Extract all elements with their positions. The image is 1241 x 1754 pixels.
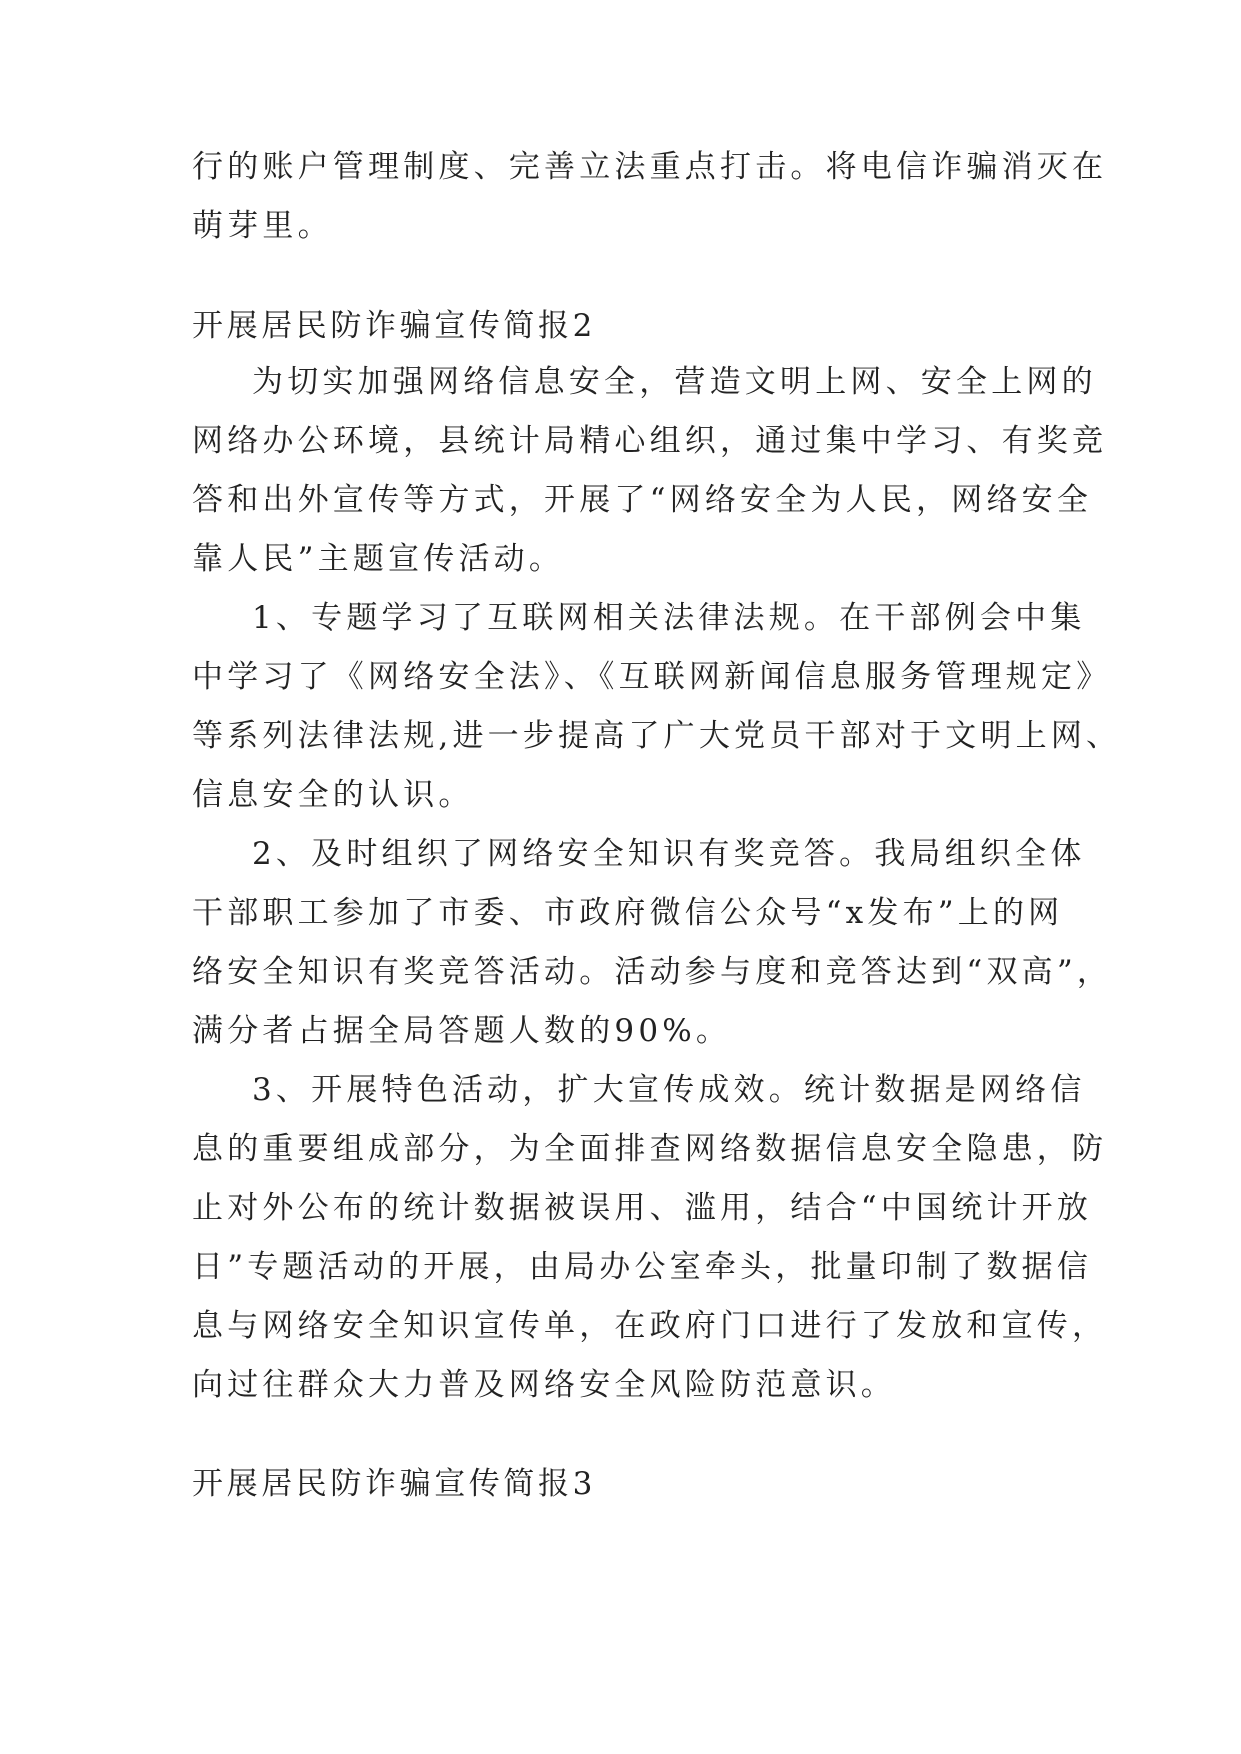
paragraph-line: 信息安全的认识。: [192, 777, 474, 813]
paragraph-line: 止对外公布的统计数据被误用、滥用，结合“中国统计开放: [192, 1190, 1093, 1226]
paragraph-line: 3、开展特色活动，扩大宣传成效。统计数据是网络信: [252, 1072, 1086, 1108]
paragraph-line: 向过往群众大力普及网络安全风险防范意识。: [192, 1367, 896, 1403]
paragraph-line: 答和出外宣传等方式，开展了“网络安全为人民，网络安全: [192, 482, 1093, 518]
intro-line-2: 萌芽里。: [192, 208, 333, 244]
paragraph-line: 2、及时组织了网络安全知识有奖竞答。我局组织全体: [252, 836, 1086, 872]
paragraph-line: 息的重要组成部分，为全面排查网络数据信息安全隐患，防: [192, 1131, 1108, 1167]
paragraph-line: 干部职工参加了市委、市政府微信公众号“x发布”上的网: [192, 895, 1064, 931]
section-heading-3: 开展居民防诈骗宣传简报3: [192, 1466, 596, 1502]
paragraph-line: 络安全知识有奖竞答活动。活动参与度和竞答达到“双高”，: [192, 954, 1113, 990]
paragraph-line: 中学习了《网络安全法》、《互联网新闻信息服务管理规定》: [192, 659, 1112, 695]
paragraph-line: 满分者占据全局答题人数的90%。: [192, 1013, 732, 1049]
paragraph-line: 网络办公环境，县统计局精心组织，通过集中学习、有奖竞: [192, 423, 1108, 459]
section-heading-2: 开展居民防诈骗宣传简报2: [192, 308, 596, 344]
paragraph-line: 等系列法律法规,进一步提高了广大党员干部对于文明上网、: [192, 718, 1122, 754]
paragraph-line: 息与网络安全知识宣传单，在政府门口进行了发放和宣传，: [192, 1308, 1108, 1344]
paragraph-line: 1、专题学习了互联网相关法律法规。在干部例会中集: [252, 600, 1086, 636]
paragraph-line: 日”专题活动的开展，由局办公室牵头，批量印制了数据信: [192, 1249, 1093, 1285]
intro-line-1: 行的账户管理制度、完善立法重点打击。将电信诈骗消灭在: [192, 149, 1108, 185]
paragraph-line: 靠人民”主题宣传活动。: [192, 541, 565, 577]
paragraph-line: 为切实加强网络信息安全，营造文明上网、安全上网的: [252, 364, 1097, 400]
